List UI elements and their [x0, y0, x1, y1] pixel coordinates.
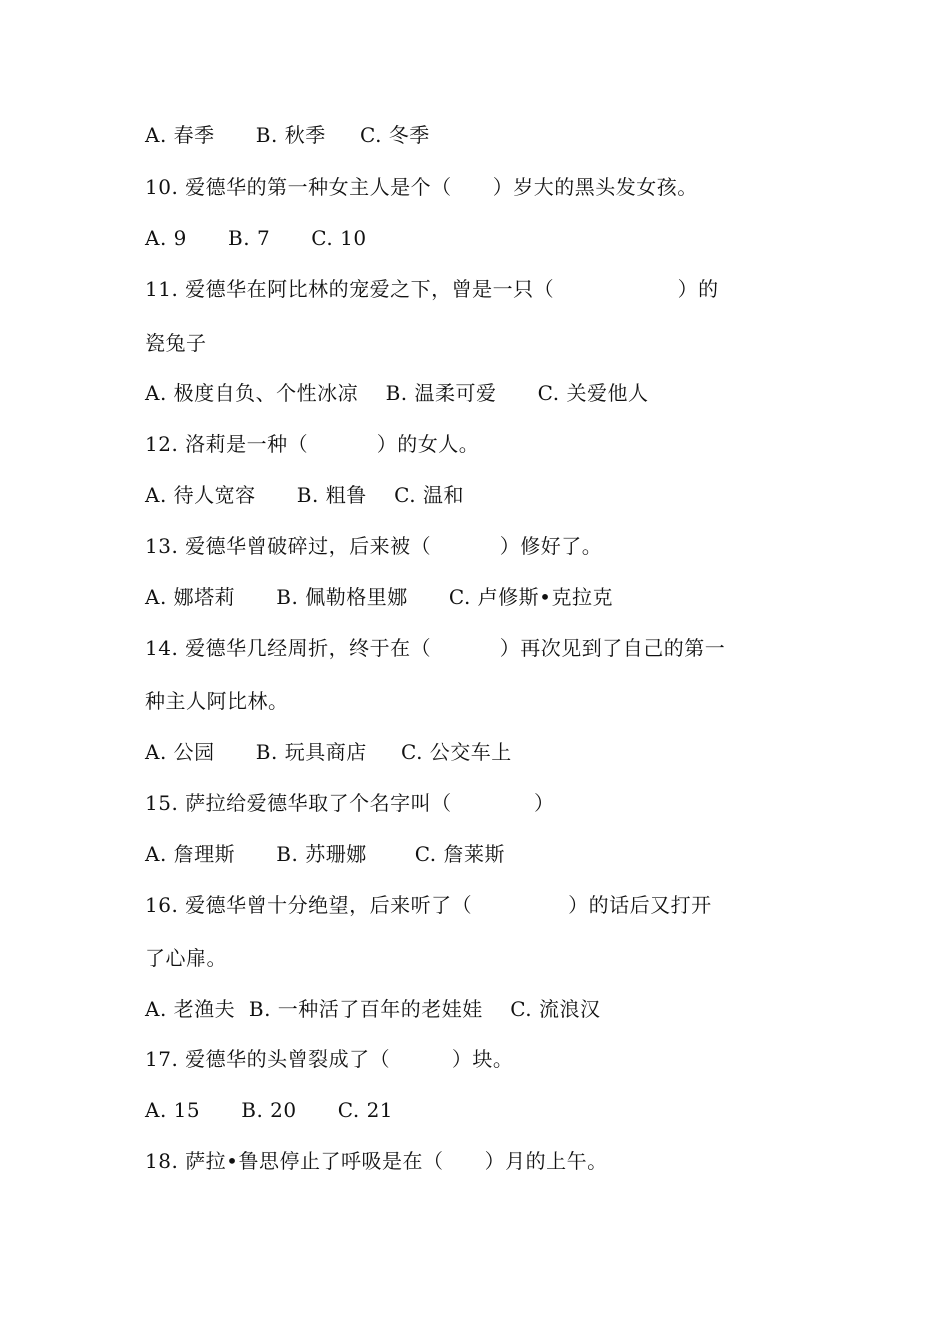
- options-line-16: A. 老渔夫 B. 一种活了百年的老娃娃 C. 流浪汉: [145, 997, 601, 1021]
- question-14: 14. 爱德华几经周折，终于在（ ）再次见到了自己的第一: [145, 636, 726, 660]
- question-16: 16. 爱德华曾十分绝望，后来听了（ ）的话后又打开: [145, 893, 712, 917]
- options-line-10: A. 9 B. 7 C. 10: [145, 226, 367, 250]
- question-11-cont: 瓷兔子: [145, 331, 207, 355]
- question-16-cont: 了心扉。: [145, 946, 227, 970]
- options-line-17: A. 15 B. 20 C. 21: [145, 1098, 394, 1122]
- options-line-13: A. 娜塔莉 B. 佩勒格里娜 C. 卢修斯•克拉克: [145, 585, 613, 609]
- question-18: 18. 萨拉•鲁思停止了呼吸是在（ ）月的上午。: [145, 1149, 608, 1173]
- question-17: 17. 爱德华的头曾裂成了（ ）块。: [145, 1047, 514, 1071]
- options-line-15: A. 詹理斯 B. 苏珊娜 C. 詹莱斯: [145, 842, 506, 866]
- question-12: 12. 洛莉是一种（ ）的女人。: [145, 432, 480, 456]
- options-line-14: A. 公园 B. 玩具商店 C. 公交车上: [145, 740, 512, 764]
- question-13: 13. 爱德华曾破碎过，后来被（ ）修好了。: [145, 534, 603, 558]
- question-10: 10. 爱德华的第一种女主人是个（ ）岁大的黑头发女孩。: [145, 175, 698, 199]
- question-11: 11. 爱德华在阿比林的宠爱之下，曾是一只（ ）的: [145, 277, 719, 301]
- question-15: 15. 萨拉给爱德华取了个名字叫（ ）: [145, 791, 555, 815]
- options-line-11: A. 极度自负、个性冰凉 B. 温柔可爱 C. 关爱他人: [145, 381, 649, 405]
- question-14-cont: 种主人阿比林。: [145, 689, 289, 713]
- options-line-9: A. 春季 B. 秋季 C. 冬季: [145, 123, 430, 147]
- options-line-12: A. 待人宽容 B. 粗鲁 C. 温和: [145, 483, 464, 507]
